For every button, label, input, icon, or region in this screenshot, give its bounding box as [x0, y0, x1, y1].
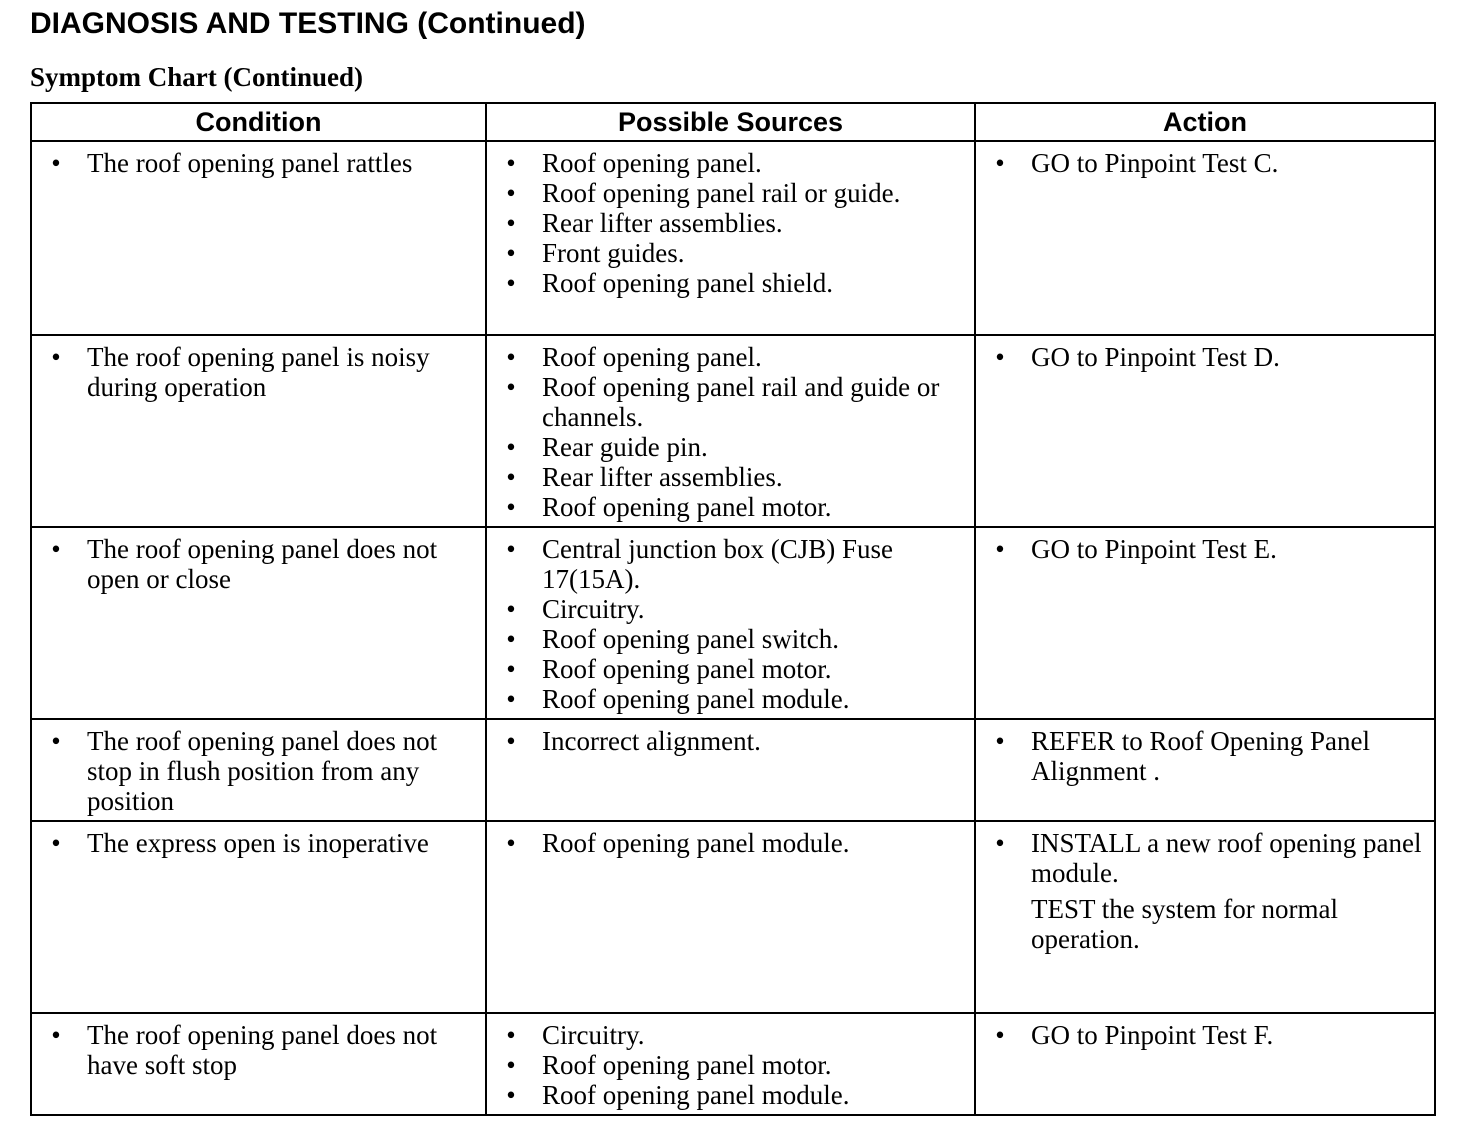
condition-text: The roof opening panel is noisy during operation [87, 342, 430, 402]
bullet-icon: • [506, 148, 516, 178]
list-item [32, 828, 485, 858]
list-item [487, 432, 974, 462]
bullet-icon: • [995, 726, 1005, 756]
table-header-row [31, 103, 1435, 141]
list-item [32, 726, 485, 816]
list-item [32, 534, 485, 594]
source-text: Roof opening panel rail and guide or channels. [542, 372, 940, 432]
source-text: Central junction box (CJB) Fuse 17(15A). [542, 534, 893, 594]
bullet-icon: • [506, 492, 516, 522]
list-item [976, 828, 1434, 888]
sources-cell [486, 719, 975, 821]
bullet-icon: • [995, 534, 1005, 564]
source-text: Rear guide pin. [542, 432, 708, 462]
source-text: Incorrect alignment. [542, 726, 761, 756]
bullet-icon: • [506, 432, 516, 462]
bullet-icon: • [506, 534, 516, 564]
list-item [487, 534, 974, 594]
source-text: Roof opening panel. [542, 342, 762, 372]
action-cell [975, 335, 1435, 527]
table-row [31, 719, 1435, 821]
condition-cell [31, 719, 486, 821]
list-item [487, 684, 974, 714]
bullet-icon: • [506, 1020, 516, 1050]
source-text: Roof opening panel module. [542, 828, 850, 858]
action-cell [975, 1013, 1435, 1115]
list-item [487, 828, 974, 858]
bullet-icon: • [506, 594, 516, 624]
source-text: Roof opening panel switch. [542, 624, 839, 654]
action-text: GO to Pinpoint Test C. [1031, 148, 1279, 178]
sources-cell [486, 821, 975, 1013]
bullet-icon: • [506, 268, 516, 298]
source-text: Rear lifter assemblies. [542, 208, 783, 238]
sources-cell [486, 141, 975, 335]
action-text: INSTALL a new roof opening panel module. [1031, 828, 1422, 888]
bullet-icon: • [506, 726, 516, 756]
bullet-icon: • [506, 238, 516, 268]
bullet-icon: • [506, 1080, 516, 1110]
action-text: REFER to Roof Opening Panel Alignment . [1031, 726, 1370, 786]
action-text: GO to Pinpoint Test E. [1031, 534, 1277, 564]
source-text: Roof opening panel module. [542, 684, 850, 714]
bullet-icon: • [506, 654, 516, 684]
condition-text: The roof opening panel does not stop in flush position from any position [87, 726, 438, 816]
bullet-icon: • [51, 828, 61, 858]
condition-text: The roof opening panel rattles [87, 148, 413, 178]
list-item [487, 462, 974, 492]
bullet-icon: • [506, 342, 516, 372]
condition-cell [31, 821, 486, 1013]
list-item [487, 268, 974, 298]
sources-cell [486, 335, 975, 527]
bullet-icon: • [506, 684, 516, 714]
source-text: Circuitry. [542, 594, 645, 624]
list-item [487, 594, 974, 624]
action-followup-text: TEST the system for normal operation. [1031, 894, 1338, 954]
source-text: Roof opening panel rail or guide. [542, 178, 901, 208]
list-item [487, 1020, 974, 1050]
list-item [487, 148, 974, 178]
condition-cell [31, 1013, 486, 1115]
list-item [976, 534, 1434, 564]
condition-text: The express open is inoperative [87, 828, 429, 858]
list-item [487, 372, 974, 432]
bullet-icon: • [995, 148, 1005, 178]
table-row [31, 1013, 1435, 1115]
bullet-icon: • [995, 1020, 1005, 1050]
source-text: Circuitry. [542, 1020, 645, 1050]
list-item [487, 238, 974, 268]
list-item [976, 726, 1434, 786]
condition-cell [31, 141, 486, 335]
table-row [31, 335, 1435, 527]
condition-cell [31, 527, 486, 719]
header-action: Action [975, 103, 1435, 141]
list-item [487, 208, 974, 238]
bullet-icon: • [51, 148, 61, 178]
page-heading: DIAGNOSIS AND TESTING (Continued) [30, 7, 586, 40]
header-possible-sources: Possible Sources [486, 103, 975, 141]
bullet-icon: • [506, 1050, 516, 1080]
list-item [32, 342, 485, 402]
bullet-icon: • [51, 726, 61, 756]
table-row [31, 527, 1435, 719]
list-item [487, 654, 974, 684]
condition-text: The roof opening panel does not have soft stop [87, 1020, 438, 1080]
source-text: Roof opening panel motor. [542, 654, 832, 684]
table-row [31, 141, 1435, 335]
action-text: GO to Pinpoint Test D. [1031, 342, 1280, 372]
bullet-icon: • [506, 372, 516, 402]
symptom-chart-table [30, 102, 1436, 1116]
action-cell [975, 821, 1435, 1013]
list-item [32, 1020, 485, 1080]
source-text: Roof opening panel motor. [542, 492, 832, 522]
action-cell [975, 141, 1435, 335]
source-text: Roof opening panel shield. [542, 268, 833, 298]
list-item [487, 1080, 974, 1110]
list-item [976, 342, 1434, 372]
list-item [976, 148, 1434, 178]
sources-cell [486, 527, 975, 719]
source-text: Rear lifter assemblies. [542, 462, 783, 492]
bullet-icon: • [51, 1020, 61, 1050]
source-text: Roof opening panel module. [542, 1080, 850, 1110]
sources-cell [486, 1013, 975, 1115]
list-item [487, 342, 974, 372]
bullet-icon: • [506, 624, 516, 654]
bullet-icon: • [51, 534, 61, 564]
list-item [487, 624, 974, 654]
bullet-icon: • [51, 342, 61, 372]
list-item [487, 492, 974, 522]
bullet-icon: • [506, 828, 516, 858]
header-condition: Condition [31, 103, 486, 141]
bullet-icon: • [506, 208, 516, 238]
list-item [487, 1050, 974, 1080]
action-text: GO to Pinpoint Test F. [1031, 1020, 1274, 1050]
condition-text: The roof opening panel does not open or close [87, 534, 438, 594]
bullet-icon: • [506, 178, 516, 208]
bullet-icon: • [995, 828, 1005, 858]
bullet-icon: • [995, 342, 1005, 372]
action-cell [975, 527, 1435, 719]
source-text: Roof opening panel. [542, 148, 762, 178]
list-item [487, 178, 974, 208]
source-text: Front guides. [542, 238, 685, 268]
table-row [31, 821, 1435, 1013]
list-item [976, 1020, 1434, 1050]
list-item [487, 726, 974, 756]
chart-subheading: Symptom Chart (Continued) [30, 62, 364, 92]
bullet-icon: • [506, 462, 516, 492]
condition-cell [31, 335, 486, 527]
source-text: Roof opening panel motor. [542, 1050, 832, 1080]
list-item [32, 148, 485, 178]
action-cell [975, 719, 1435, 821]
